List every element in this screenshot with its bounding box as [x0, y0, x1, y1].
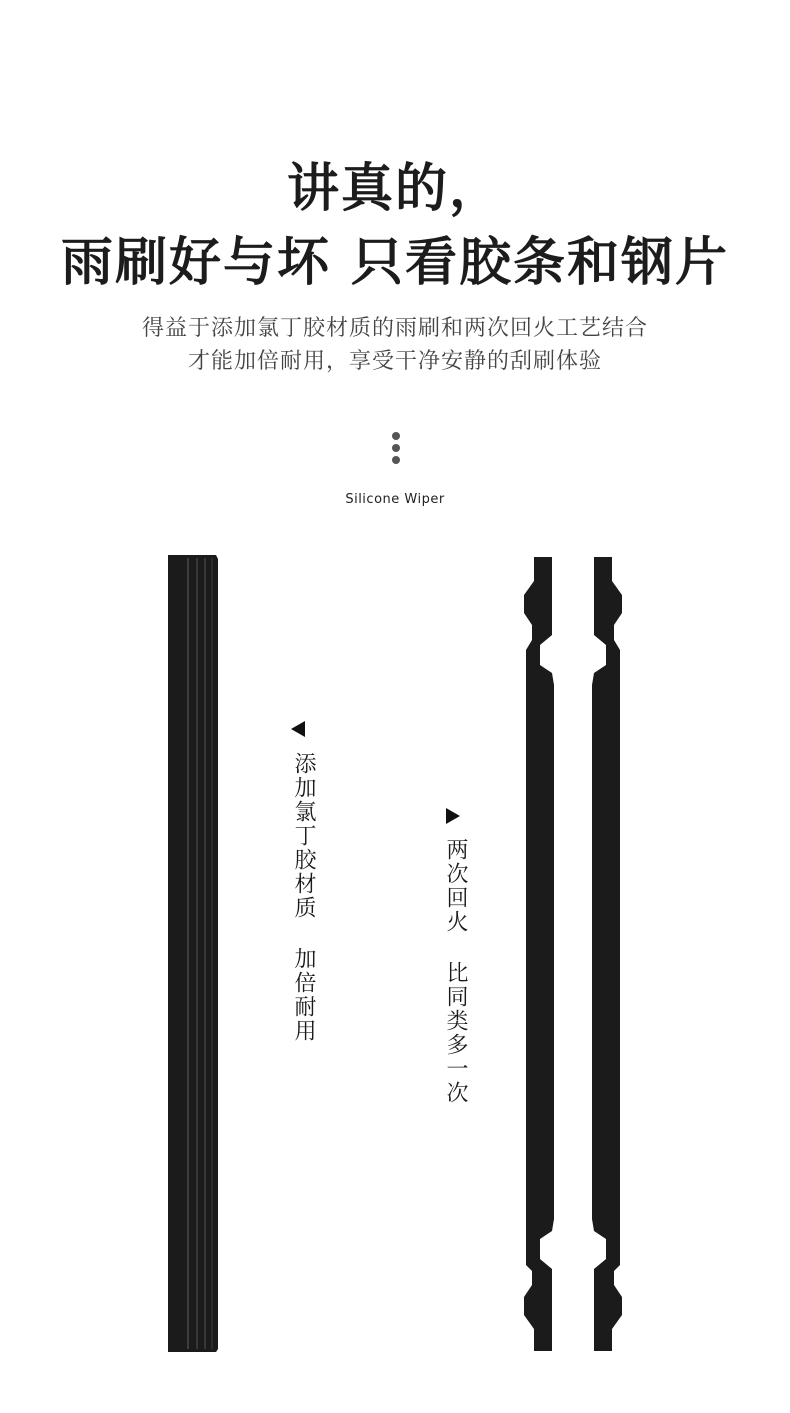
steel-feature-label: 两次回火 比同类多一次: [443, 838, 468, 1105]
section-caption: Silicone Wiper: [345, 492, 445, 507]
triangle-right-icon: [446, 808, 460, 824]
rubber-strip-image: [166, 555, 220, 1353]
headline-line-2: 雨刷好与坏 只看胶条和钢片: [60, 233, 730, 293]
subtitle-line-1: 得益于添加氯丁胶材质的雨刷和两次回火工艺结合: [141, 316, 648, 341]
triangle-left-icon: [291, 721, 305, 737]
vertical-dots-icon: [390, 432, 402, 468]
headline-line-1: 讲真的，: [286, 159, 503, 219]
subtitle-line-2: 才能加倍耐用，享受干净安静的刮刷体验: [187, 349, 602, 374]
steel-rail-image: [518, 555, 628, 1353]
rubber-feature-label: 添加氯丁胶材质 加倍耐用: [291, 752, 316, 1043]
